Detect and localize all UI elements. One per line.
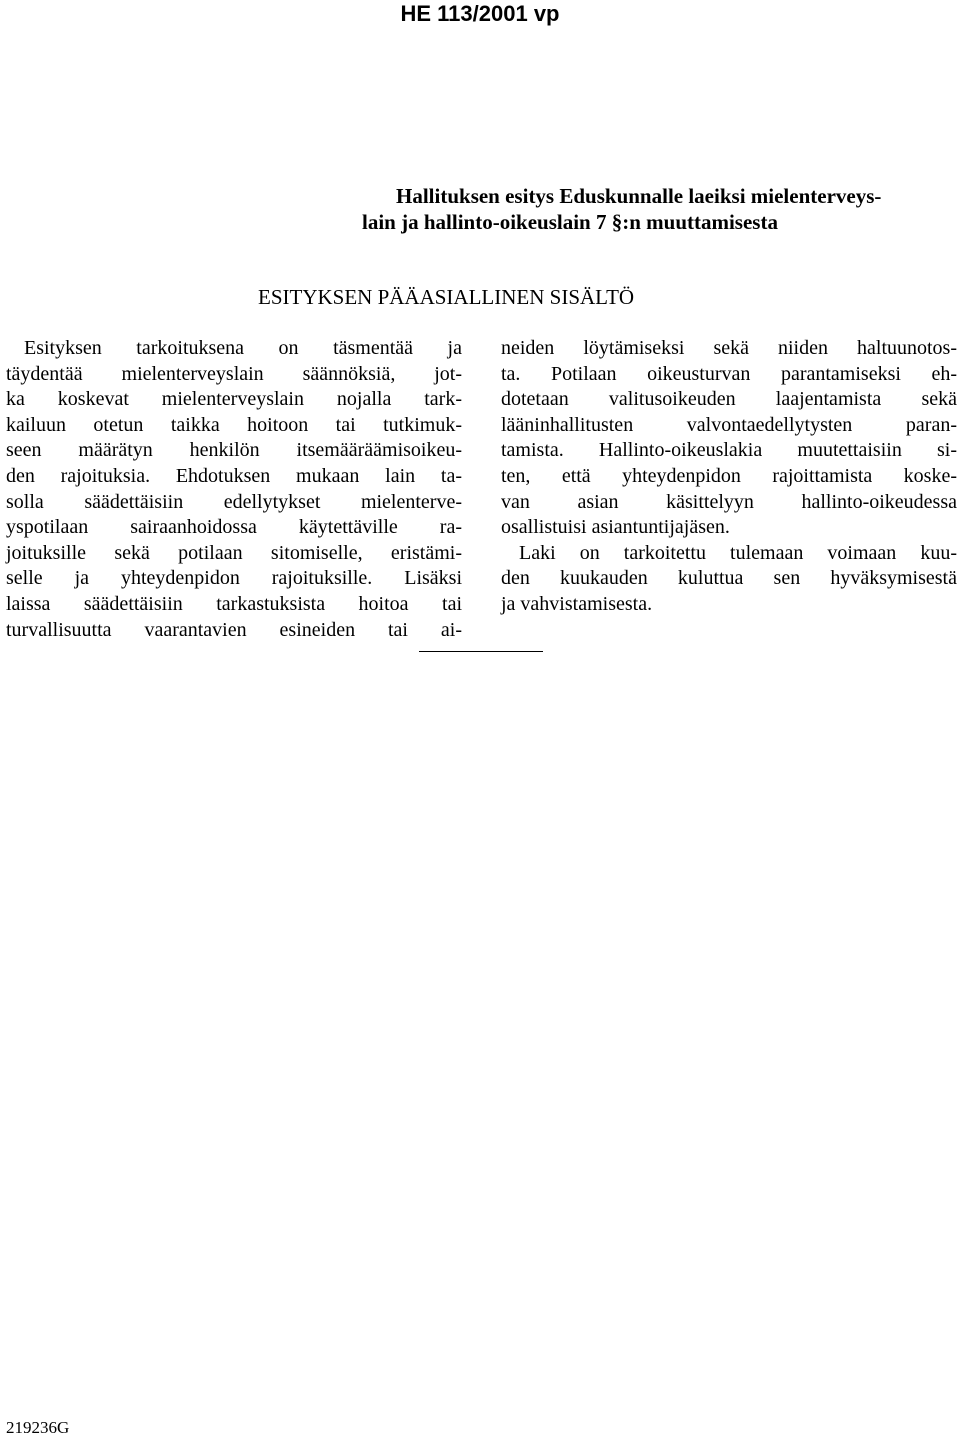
body-line: turvallisuutta vaarantavien esineiden tai ai- bbox=[6, 618, 462, 641]
body-line: den kuukauden kuluttua sen hyväksymisestä bbox=[501, 567, 957, 590]
body-line: neiden löytämiseksi sekä niiden haltuunotos- bbox=[501, 337, 957, 359]
body-line: solla säädettäisiin edellytykset mielenterve- bbox=[6, 490, 462, 513]
body-line: laissa säädettäisiin tarkastuksista hoitoa tai bbox=[6, 592, 462, 615]
section-heading: ESITYKSEN PÄÄASIALLINEN SISÄLTÖ bbox=[258, 285, 635, 309]
section-divider bbox=[419, 651, 543, 652]
body-line: van asian käsittelyyn hallinto-oikeudessa bbox=[501, 490, 957, 513]
body-line: ta. Potilaan oikeusturvan parantamiseksi eh- bbox=[501, 362, 957, 385]
body-line: ten, että yhteydenpidon rajoittamista koske- bbox=[501, 464, 957, 487]
body-line: lääninhallitusten valvontaedellytysten paran- bbox=[501, 413, 957, 436]
body-line: selle ja yhteydenpidon rajoituksille. Lisäksi bbox=[6, 567, 462, 590]
document-title-line-1: Hallituksen esitys Eduskunnalle laeiksi mielenterveys- bbox=[396, 184, 882, 208]
document-id: HE 113/2001 vp bbox=[400, 1, 560, 26]
print-code: 219236G bbox=[6, 1418, 70, 1437]
body-line: dotetaan valitusoikeuden laajentamista sekä bbox=[501, 388, 957, 411]
body-line: joituksille sekä potilaan sitomiselle, eristämi- bbox=[6, 541, 462, 564]
right-column bbox=[501, 336, 957, 618]
body-line: ka koskevat mielenterveyslain nojalla tark- bbox=[6, 388, 462, 411]
document-title-line-2: lain ja hallinto-oikeuslain 7 §:n muuttamisesta bbox=[362, 210, 778, 234]
body-line: täydentää mielenterveyslain säännöksiä, jot- bbox=[6, 362, 462, 385]
body-line: kailuun otetun taikka hoitoon tai tutkimuk- bbox=[6, 413, 462, 436]
left-column bbox=[6, 336, 462, 643]
body-line: yspotilaan sairaanhoidossa käytettäville ra- bbox=[6, 516, 462, 539]
body-line: tamista. Hallinto-oikeuslakia muutettaisiin si- bbox=[501, 439, 957, 462]
body-line: seen määrätyn henkilön itsemääräämisoikeu- bbox=[6, 439, 462, 462]
document-title bbox=[362, 183, 960, 235]
body-line: Esityksen tarkoituksena on täsmentää ja bbox=[24, 337, 462, 359]
body-line: osallistuisi asiantuntijajäsen. bbox=[501, 516, 730, 539]
body-line: Laki on tarkoitettu tulemaan voimaan kuu- bbox=[519, 541, 957, 564]
body-line: den rajoituksia. Ehdotuksen mukaan lain ta- bbox=[6, 464, 462, 487]
body-line: ja vahvistamisesta. bbox=[501, 592, 653, 615]
